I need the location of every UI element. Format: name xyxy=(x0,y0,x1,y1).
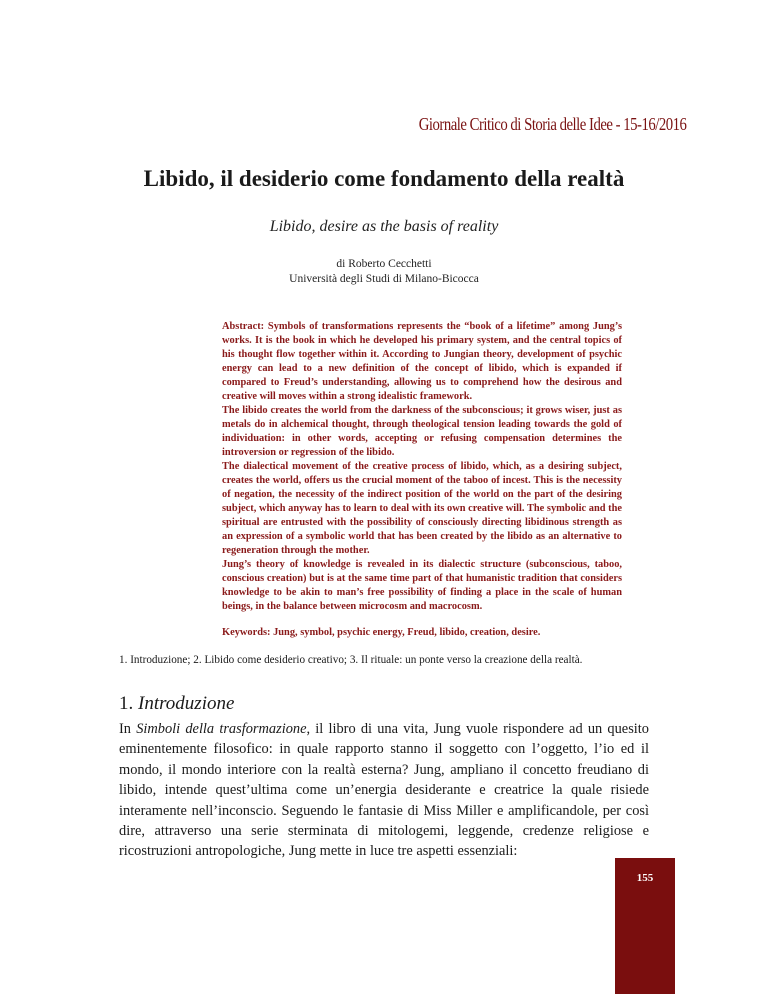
author-affiliation: Università degli Studi di Milano-Bicocca xyxy=(289,273,479,285)
abstract xyxy=(222,320,622,614)
body-intro-start: In xyxy=(119,721,137,737)
abstract-paragraph: Abstract: Symbols of transformations represents the “book of a lifetime” among Jung’s works. It is the book in which he developed his primary system, and the central topics of his thought flow together within it. According to Jungian theory, development of psychic energy can lead to a new definition of the concept of libido, which is expanded if compared to Freud’s understanding, allowing us to comprehend how the desirous and creative will moves within a strong idealistic framework. xyxy=(222,321,622,402)
abstract-paragraph: The dialectical movement of the creative process of libido, which, as a desiring subject, creates the world, offers us the crucial moment of the taboo of incest. This is the necessity of negation, the necessity of the indirect position of the world on the part of the desiring subject, which anyway has to learn to deal with its own creative will. The symbolic and the spiritual are entrusted with the possibility of consciously directing libidinous strength as an expression of a symbolic world that has been created by the libido as an alternative to regeneration through the mother. xyxy=(222,461,622,556)
section-title: Introduzione xyxy=(138,693,235,714)
body-paragraph xyxy=(119,719,649,862)
abstract-paragraph: The libido creates the world from the darkness of the subconscious; it grows wiser, just as metals do in alchemical thought, through theological tension leading towards the gold of individuation: in other words, accepting or refusing compensation determines the introversion or regression of the libido. xyxy=(222,405,622,458)
body-text xyxy=(119,719,649,862)
page-number: 155 xyxy=(636,872,654,884)
journal-header: Giornale Critico di Storia delle Idee - 15-16/2016 xyxy=(418,114,686,134)
book-title: Simboli della trasformazione xyxy=(136,721,307,737)
page-number-tab xyxy=(615,858,675,994)
abstract-paragraph: Jung’s theory of knowledge is revealed in its dialectic structure (subconscious, taboo, conscious creation) but is at the same time part of that humanistic tradition that considers knowledge to be akin to man’s free possibility of finding a place in the scale of human beings, in the balance between microcosm and macrocosm. xyxy=(222,559,622,612)
author-byline: di Roberto Cecchetti xyxy=(336,258,432,270)
keywords: Keywords: Jung, symbol, psychic energy, Freud, libido, creation, desire. xyxy=(222,627,541,638)
section-number: 1. xyxy=(119,693,134,714)
article-subtitle: Libido, desire as the basis of reality xyxy=(269,218,499,235)
author-block xyxy=(0,257,768,287)
section-heading xyxy=(119,693,234,715)
body-intro-rest: , il libro di una vita, Jung vuole rispondere ad un quesito eminentemente filosofico: in quale rapporto stanno il soggetto con l’oggetto, l’io ed il mondo, il mondo interiore con la realtà esterna? Jung, ampliano il concetto freudiano di libido, intende quest’ultima come un’energia desiderante e creatrice la quale risiede interamente nell’inconscio. Seguendo le fantasie di Miss Miller e amplificandole, per così dire, attraverso una serie sterminata di mitologemi, leggende, credenze religiose e ricostruzioni antropologiche, Jung mette in luce tre aspetti essenziali: xyxy=(119,721,649,860)
table-of-contents: 1. Introduzione; 2. Libido come desiderio creativo; 3. Il rituale: un ponte verso la creazione della realtà. xyxy=(119,654,583,666)
article-title: Libido, il desiderio come fondamento della realtà xyxy=(143,166,625,191)
